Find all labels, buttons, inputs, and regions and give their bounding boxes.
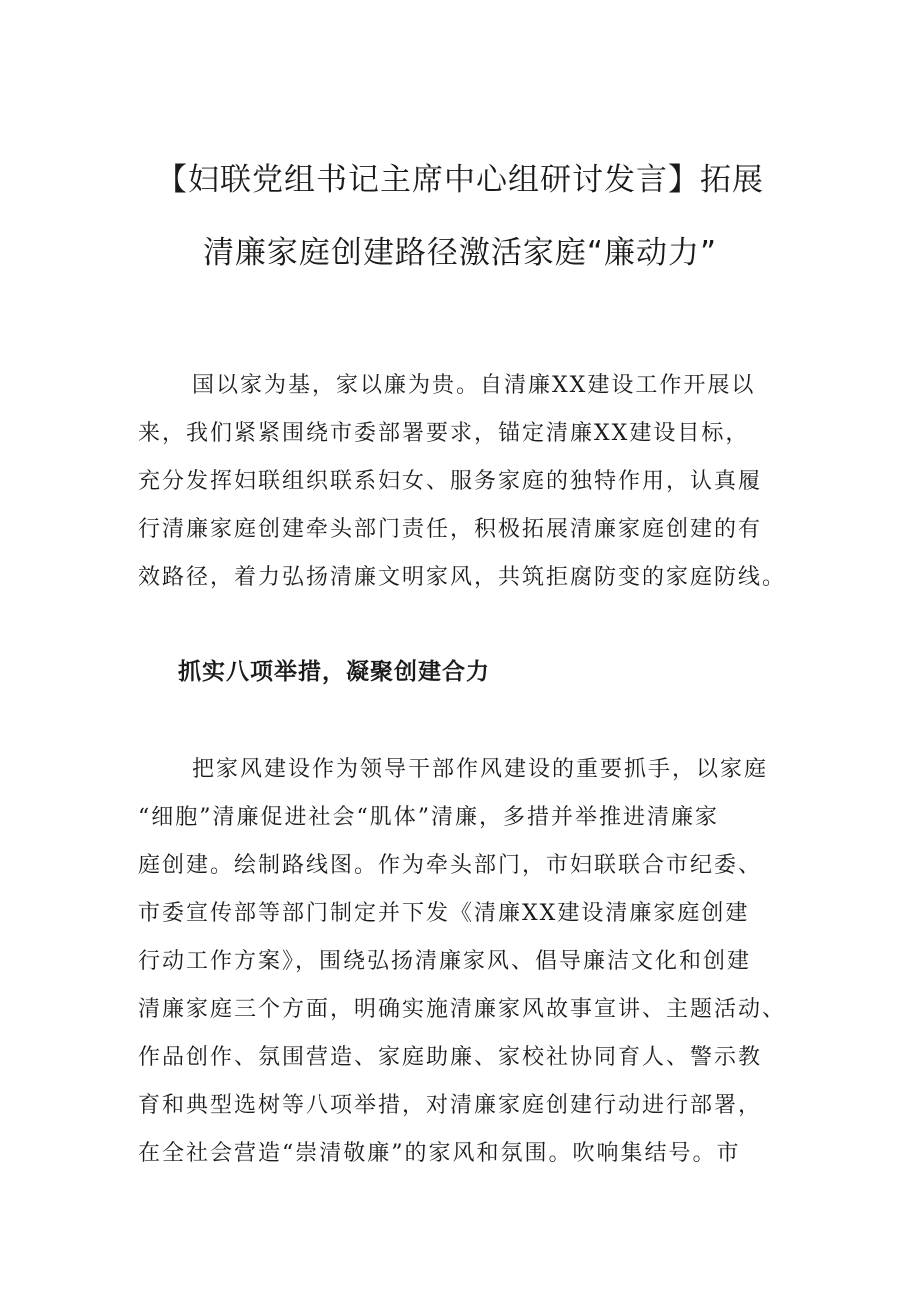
paragraph-line: 把家风建设作为领导干部作风建设的重要抓手，以家庭	[192, 757, 769, 782]
intro-paragraph	[138, 362, 808, 602]
paragraph-line: 来，我们紧紧围绕市委部署要求，锚定清廉XX建设目标，	[138, 421, 750, 446]
paragraph-line: 市委宣传部等部门制定并下发《清廉XX建设清廉家庭创建	[138, 901, 750, 926]
paragraph-line: 庭创建。绘制路线图。作为牵头部门，市妇联联合市纪委、	[138, 853, 763, 878]
section-paragraph	[138, 746, 808, 1178]
paragraph-line: 行清廉家庭创建牵头部门责任，积极拓展清廉家庭创建的有	[138, 517, 763, 542]
paragraph-line: 在全社会营造“崇清敬廉”的家风和氛围。吹响集结号。市	[138, 1141, 741, 1166]
paragraph-line: “细胞”清廉促进社会“肌体”清廉，多措并举推进清廉家	[138, 805, 719, 830]
section-heading: 抓实八项举措，凝聚创建合力	[178, 659, 490, 685]
paragraph-line: 作品创作、氛围营造、家庭助廉、家校社协同育人、警示教	[138, 1045, 763, 1070]
paragraph-line: 国以家为基，家以廉为贵。自清廉XX建设工作开展以	[192, 373, 756, 398]
document-title-line-2: 清廉家庭创建路径激活家庭“廉动力”	[202, 235, 718, 271]
paragraph-line: 效路径，着力弘扬清廉文明家风，共筑拒腐防变的家庭防线。	[138, 565, 787, 590]
paragraph-line: 充分发挥妇联组织联系妇女、服务家庭的独特作用，认真履	[138, 469, 763, 494]
document-title-line-1: 【妇联党组书记主席中心组研讨发言】拓展	[156, 162, 764, 198]
paragraph-line: 育和典型选树等八项举措，对清廉家庭创建行动进行部署，	[138, 1093, 763, 1118]
paragraph-line: 行动工作方案》，围绕弘扬清廉家风、倡导廉洁文化和创建	[138, 949, 752, 974]
paragraph-line: 清廉家庭三个方面，明确实施清廉家风故事宣讲、主题活动、	[138, 997, 787, 1022]
